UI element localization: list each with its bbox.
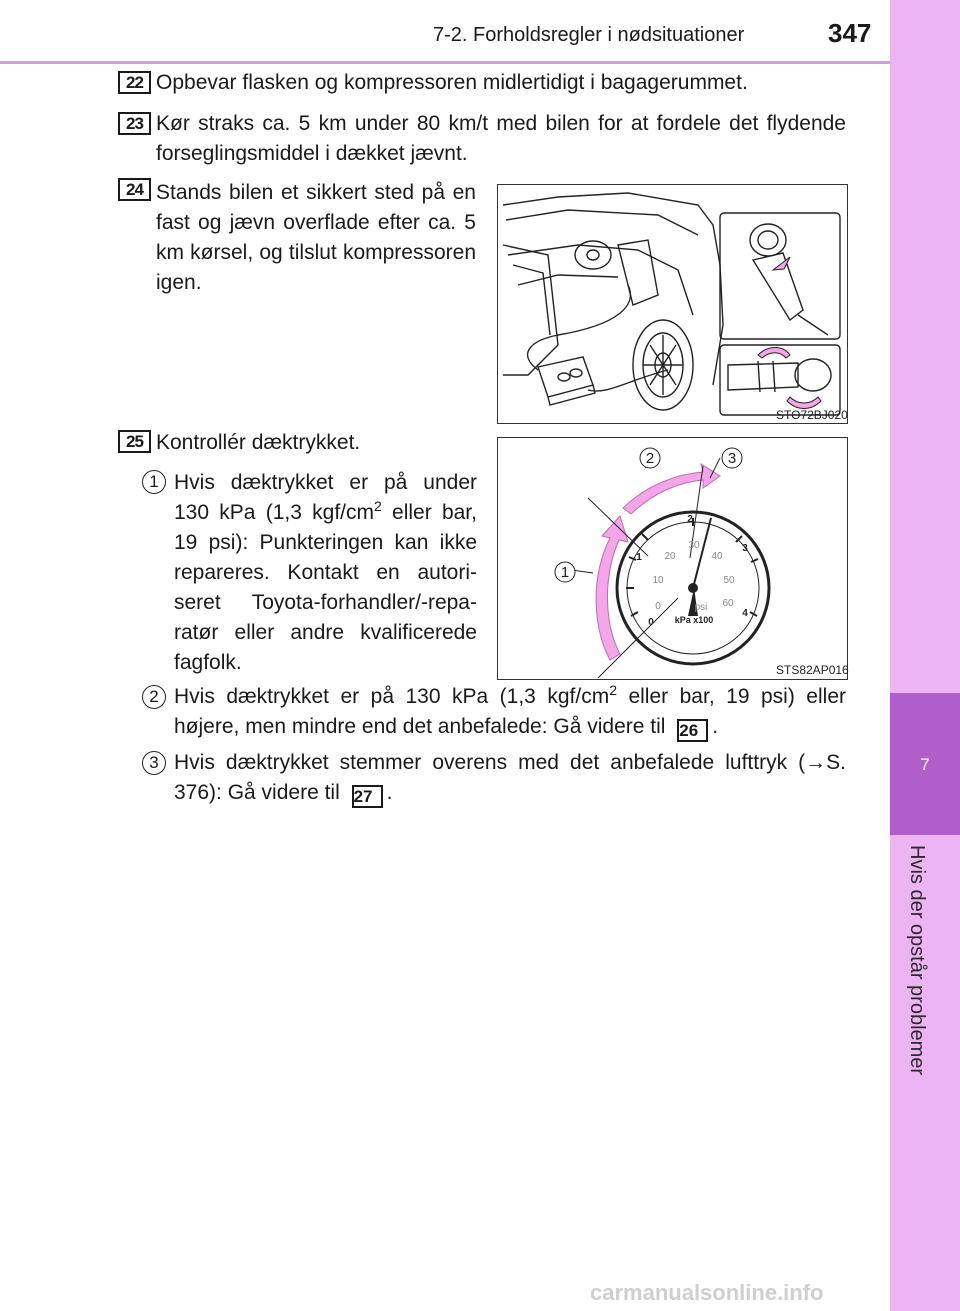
chapter-sidebar bbox=[890, 0, 960, 1311]
psi-tick-20: 20 bbox=[664, 551, 676, 562]
psi-tick-30: 30 bbox=[688, 540, 700, 551]
figure-code: STS82AP016 bbox=[776, 663, 849, 677]
kpa-unit: kPa x100 bbox=[674, 615, 714, 625]
step-text-24: Stands bilen et sikkert sted på en fast og jævn overflade efter ca. 5 km kørsel, og tilslut kompressoren igen. bbox=[156, 181, 476, 294]
gauge-illustration bbox=[498, 438, 846, 678]
step-number-22: 22 bbox=[118, 71, 151, 94]
step-number-24: 24 bbox=[118, 178, 151, 201]
step-reference-26[interactable]: 26 bbox=[677, 719, 708, 742]
psi-tick-0: 0 bbox=[655, 601, 661, 612]
subitem-text-1: Hvis dæktrykket er på under 130 kPa (1,3 kgf/$cm^2$ eller bar, 19 psi): Punkteringen kan ikke repareres. Kontakt en autoriseret Toyota-forhandler/-reparatør eller andre kvalificerede fagfolk. bbox=[174, 471, 477, 674]
step-text-23: Kør straks ca. 5 km under 80 km/t med bilen for at fordele det flydende forseglingsmiddel i dækket jævnt. bbox=[156, 112, 846, 165]
arrow-icon: → bbox=[805, 751, 827, 774]
kpa-tick-0: 0 bbox=[648, 617, 654, 628]
subitem-text-3: Hvis dæktrykket stemmer overens med det anbefalede lufttryk (→S. 376): Gå videre til 27 . bbox=[174, 751, 846, 806]
gauge-callout-1: 1 bbox=[560, 564, 570, 581]
psi-tick-40: 40 bbox=[711, 551, 723, 562]
watermark: carmanualsonline.info bbox=[590, 1280, 824, 1305]
step-number-25: 25 bbox=[118, 430, 151, 453]
kpa-tick-1: 1 bbox=[636, 552, 642, 563]
gauge-callout-2: 2 bbox=[645, 450, 655, 467]
psi-tick-10: 10 bbox=[652, 575, 664, 586]
page-number: 347 bbox=[828, 18, 872, 48]
pressure-gauge-figure bbox=[497, 437, 848, 680]
psi-unit: psi bbox=[694, 602, 708, 613]
kpa-tick-2: 2 bbox=[687, 514, 693, 525]
psi-tick-50: 50 bbox=[723, 575, 735, 586]
step-text-25: Kontrollér dæktrykket. bbox=[156, 431, 361, 454]
header-rule bbox=[0, 61, 890, 64]
car-illustration bbox=[498, 185, 846, 422]
step-text-22: Opbevar flasken og kompressoren midlertidigt i bagagerummet. bbox=[156, 71, 748, 94]
section-title: 7-2. Forholdsregler i nødsituationer bbox=[433, 24, 745, 46]
chapter-number: 7 bbox=[920, 755, 930, 774]
subitem-number-1: 1 bbox=[142, 470, 166, 494]
compressor-connection-figure bbox=[497, 184, 848, 424]
subitem-number-2: 2 bbox=[142, 685, 166, 709]
step-number-23: 23 bbox=[118, 112, 151, 135]
psi-tick-60: 60 bbox=[722, 598, 734, 609]
step-reference-27[interactable]: 27 bbox=[352, 785, 383, 808]
figure-code: STO72BJ020 bbox=[776, 408, 848, 422]
chapter-title: Hvis der opstår problemer bbox=[906, 845, 928, 1076]
subitem-text-2: Hvis dæktrykket er på 130 kPa (1,3 kgf/$cm^2$ eller bar, 19 psi) eller højere, men mindre end det anbefalede: Gå videre til 26 . bbox=[174, 682, 846, 740]
gauge-callout-3: 3 bbox=[727, 450, 737, 467]
kpa-tick-3: 3 bbox=[742, 543, 748, 554]
subitem-number-3: 3 bbox=[142, 751, 166, 775]
kpa-tick-4: 4 bbox=[742, 608, 748, 619]
